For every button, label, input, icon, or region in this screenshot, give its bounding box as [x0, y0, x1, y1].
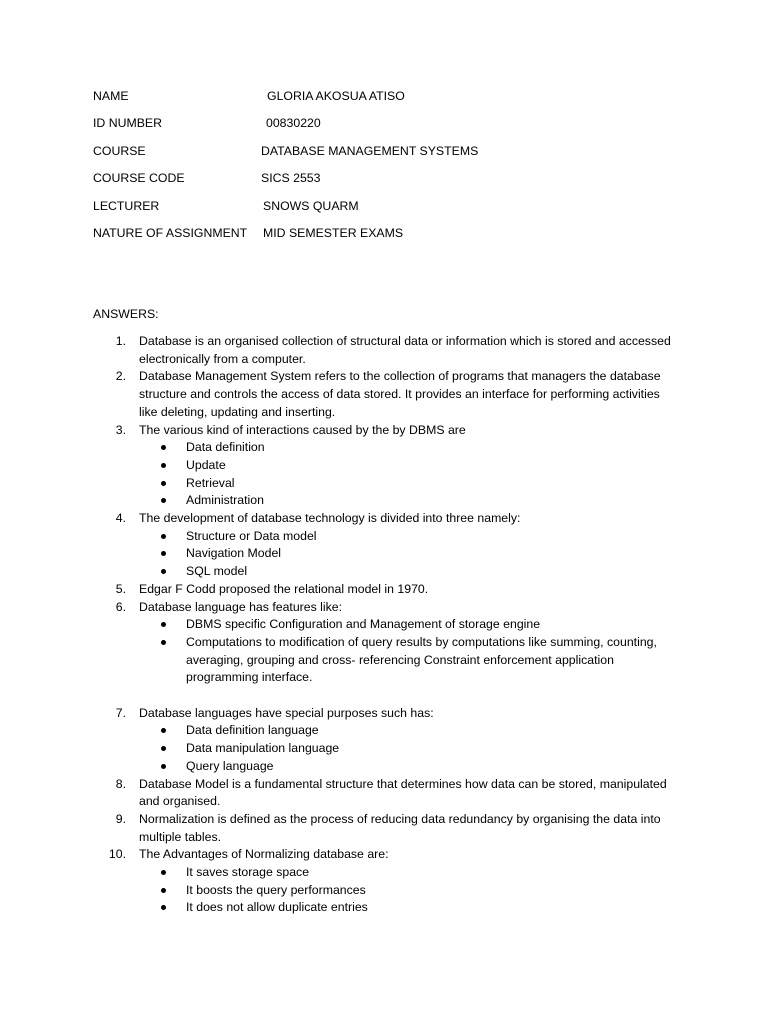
answer-number: 10.	[108, 847, 126, 862]
info-label: ID NUMBER	[93, 116, 163, 131]
bullet-icon	[161, 569, 166, 574]
bullet-text: It saves storage space	[186, 865, 310, 880]
answer-number: 3.	[115, 422, 126, 437]
bullet-item	[139, 528, 673, 546]
bullet-item	[139, 492, 673, 510]
answer-text: Database Model is a fundamental structure that determines how data can be stored, manipulated and organised.	[139, 776, 667, 809]
info-label: COURSE CODE	[93, 171, 185, 186]
answer-number: 7.	[115, 705, 126, 720]
answers-list	[93, 333, 673, 917]
bullet-item	[139, 634, 673, 687]
bullet-text: Computations to modification of query results by computations like summing, counting, averaging, grouping and cross- referencing Constraint enforcement application programming interface.	[186, 634, 657, 685]
bullet-item	[139, 740, 673, 758]
bullet-list	[139, 528, 673, 581]
bullet-text: Retrieval	[186, 475, 235, 490]
bullet-icon	[161, 870, 166, 875]
bullet-list	[139, 864, 673, 917]
info-label: LECTURER	[93, 198, 160, 213]
answer-number: 2.	[115, 369, 126, 384]
bullet-icon	[161, 551, 166, 556]
bullet-item	[139, 899, 673, 917]
answer-item-2	[93, 368, 673, 421]
bullet-text: Structure or Data model	[186, 528, 317, 543]
bullet-item	[139, 758, 673, 776]
info-value: 00830220	[266, 116, 321, 131]
answer-text: The various kind of interactions caused by the by DBMS are	[139, 422, 466, 437]
bullet-item	[139, 439, 673, 457]
info-label: NATURE OF ASSIGNMENT	[93, 225, 248, 240]
bullet-text: Navigation Model	[186, 546, 282, 561]
answer-number: 6.	[115, 599, 126, 614]
answer-number: 5.	[115, 581, 126, 596]
answer-text: Database Management System refers to the collection of programs that managers the database structure and controls the access of data stored. It provides an interface for performing activities like deleting, updating and inserting.	[139, 369, 661, 419]
answer-number: 9.	[115, 811, 126, 826]
answer-number: 8.	[115, 776, 126, 791]
answer-item-9	[93, 811, 673, 846]
spacer	[93, 687, 673, 705]
answer-item-6	[93, 599, 673, 688]
answer-text: Database language has features like:	[139, 599, 343, 614]
bullet-list	[139, 616, 673, 687]
answer-text: The development of database technology is divided into three namely:	[139, 511, 521, 526]
answer-text: Database languages have special purposes such has:	[139, 705, 434, 720]
bullet-item	[139, 882, 673, 900]
bullet-icon	[161, 498, 166, 503]
bullet-text: It boosts the query performances	[186, 882, 366, 897]
info-value: GLORIA AKOSUA ATISO	[267, 89, 405, 103]
answer-item-3	[93, 422, 673, 511]
answer-text: Database is an organised collection of structural data or information which is stored and accessed electronically from a computer.	[139, 334, 671, 366]
bullet-text: Administration	[186, 493, 264, 508]
bullet-item	[139, 864, 673, 882]
answer-item-8	[93, 776, 673, 811]
bullet-text: DBMS specific Configuration and Management of storage engine	[186, 617, 541, 632]
bullet-icon	[161, 622, 166, 627]
bullet-icon	[161, 463, 166, 468]
bullet-item	[139, 457, 673, 475]
info-label: COURSE	[93, 143, 146, 158]
answer-number: 4.	[115, 511, 126, 526]
bullet-item	[139, 722, 673, 740]
bullet-item	[139, 616, 673, 634]
bullet-icon	[161, 905, 166, 910]
bullet-icon	[161, 746, 166, 751]
bullet-item	[139, 563, 673, 581]
bullet-icon	[161, 888, 166, 893]
bullet-icon	[161, 445, 166, 450]
bullet-text: Update	[186, 457, 226, 472]
bullet-item	[139, 545, 673, 563]
bullet-list	[139, 439, 673, 510]
bullet-text: Query language	[186, 758, 274, 773]
bullet-text: It does not allow duplicate entries	[186, 900, 368, 915]
answer-text: Edgar F Codd proposed the relational model in 1970.	[139, 581, 429, 596]
bullet-text: SQL model	[186, 564, 248, 579]
answer-text: Normalization is defined as the process of reducing data redundancy by organising the data into multiple tables.	[139, 811, 661, 844]
bullet-text: Data manipulation language	[186, 741, 340, 756]
bullet-icon	[161, 764, 166, 769]
bullet-text: Data definition language	[186, 723, 319, 738]
answer-item-4	[93, 510, 673, 581]
answers-heading: ANSWERS:	[93, 307, 159, 321]
info-label: NAME	[93, 89, 129, 103]
info-value: SNOWS QUARM	[263, 198, 359, 213]
bullet-icon	[161, 534, 166, 539]
bullet-item	[139, 475, 673, 493]
answer-text: The Advantages of Normalizing database are:	[139, 847, 389, 862]
bullet-icon	[161, 481, 166, 486]
bullet-text: Data definition	[186, 440, 265, 455]
answer-item-7	[93, 705, 673, 776]
info-value: SICS 2553	[261, 171, 321, 186]
bullet-icon	[161, 640, 166, 645]
answer-item-10	[93, 846, 673, 917]
answer-item-1	[93, 333, 673, 368]
answer-item-5	[93, 581, 673, 599]
bullet-icon	[161, 728, 166, 733]
info-value: MID SEMESTER EXAMS	[263, 225, 404, 240]
answer-number: 1.	[115, 334, 126, 348]
bullet-list	[139, 722, 673, 775]
info-value: DATABASE MANAGEMENT SYSTEMS	[261, 143, 479, 158]
